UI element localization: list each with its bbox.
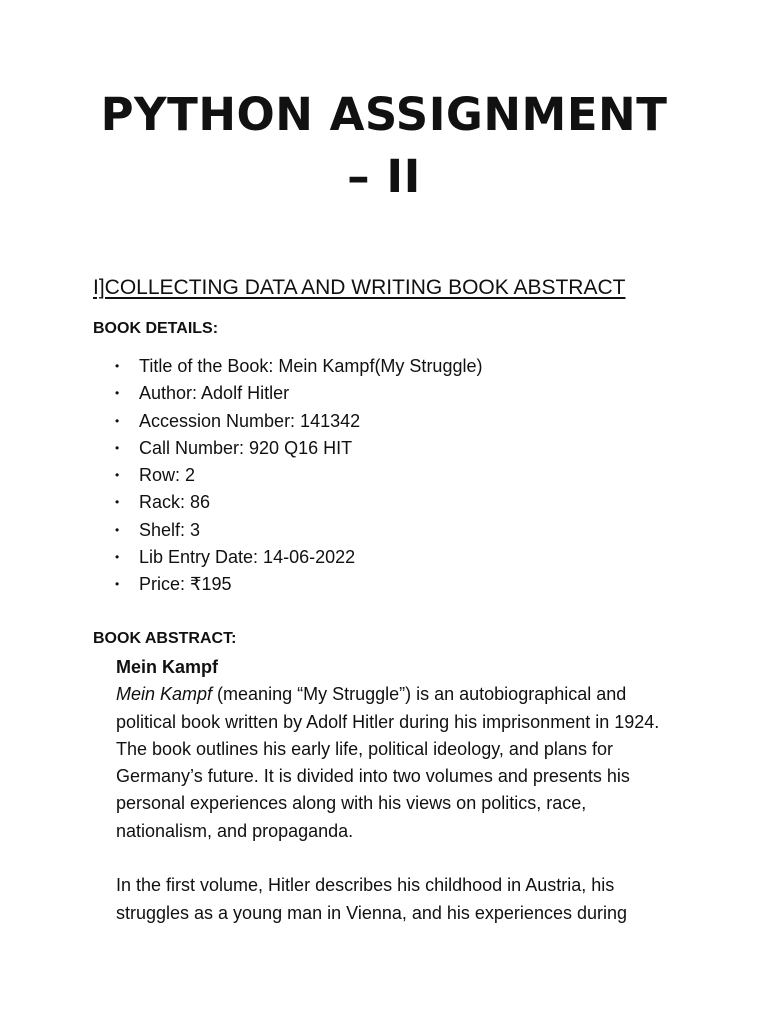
book-abstract-label: BOOK ABSTRACT: bbox=[93, 630, 237, 647]
bullet-icon: • bbox=[115, 522, 120, 537]
bullet-icon: • bbox=[115, 386, 120, 401]
title-line-2: – II bbox=[347, 150, 421, 203]
lib-entry-date-detail: Lib Entry Date: 14-06-2022 bbox=[139, 547, 356, 568]
book-details-list bbox=[93, 353, 482, 599]
list-item bbox=[93, 435, 482, 462]
price-detail: Price: ₹195 bbox=[139, 574, 232, 595]
row-detail: Row: 2 bbox=[139, 465, 196, 486]
abstract-paragraph-2: In the first volume, Hitler describes his childhood in Austria, his struggles as a young man in Vienna, and his experiences during bbox=[116, 875, 627, 923]
list-item bbox=[93, 380, 482, 407]
bullet-icon: • bbox=[115, 550, 120, 565]
bullet-icon: • bbox=[115, 440, 120, 455]
bullet-icon: • bbox=[115, 468, 120, 483]
title-line-1: PYTHON ASSIGNMENT bbox=[100, 88, 668, 141]
list-item bbox=[93, 544, 482, 571]
abstract-title: Mein Kampf bbox=[116, 657, 219, 677]
list-item bbox=[93, 489, 482, 516]
list-item bbox=[93, 517, 482, 544]
rack-detail: Rack: 86 bbox=[139, 492, 211, 513]
list-item bbox=[93, 571, 482, 598]
book-title-detail: Title of the Book: Mein Kampf(My Struggle) bbox=[139, 356, 483, 376]
accession-number-detail: Accession Number: 141342 bbox=[139, 410, 361, 431]
book-abstract bbox=[116, 654, 676, 927]
bullet-icon: • bbox=[115, 577, 120, 592]
section-heading: I]COLLECTING DATA AND WRITING BOOK ABSTRACT bbox=[93, 276, 626, 299]
list-item bbox=[93, 353, 482, 380]
author-detail: Author: Adolf Hitler bbox=[139, 383, 290, 404]
bullet-icon: • bbox=[115, 413, 120, 428]
bullet-icon: • bbox=[115, 495, 120, 510]
abstract-paragraph-1 bbox=[116, 681, 676, 845]
abstract-paragraph-1-text: (meaning “My Struggle”) is an autobiographical and political book written by Adolf Hitler during his imprisonment in 1924. The book outlines his early life, political ideology, and plans for Germany’s future. It is divided into two volumes and presents his personal experiences along with his views on politics, race, nationalism, and propaganda. bbox=[116, 684, 660, 841]
list-item bbox=[93, 408, 482, 435]
book-details-label: BOOK DETAILS: bbox=[93, 320, 219, 337]
shelf-detail: Shelf: 3 bbox=[139, 519, 201, 540]
abstract-book-name: Mein Kampf bbox=[116, 684, 213, 705]
document-title bbox=[60, 84, 708, 208]
list-item bbox=[93, 462, 482, 489]
call-number-detail: Call Number: 920 Q16 HIT bbox=[139, 437, 353, 458]
bullet-icon: • bbox=[115, 359, 120, 373]
